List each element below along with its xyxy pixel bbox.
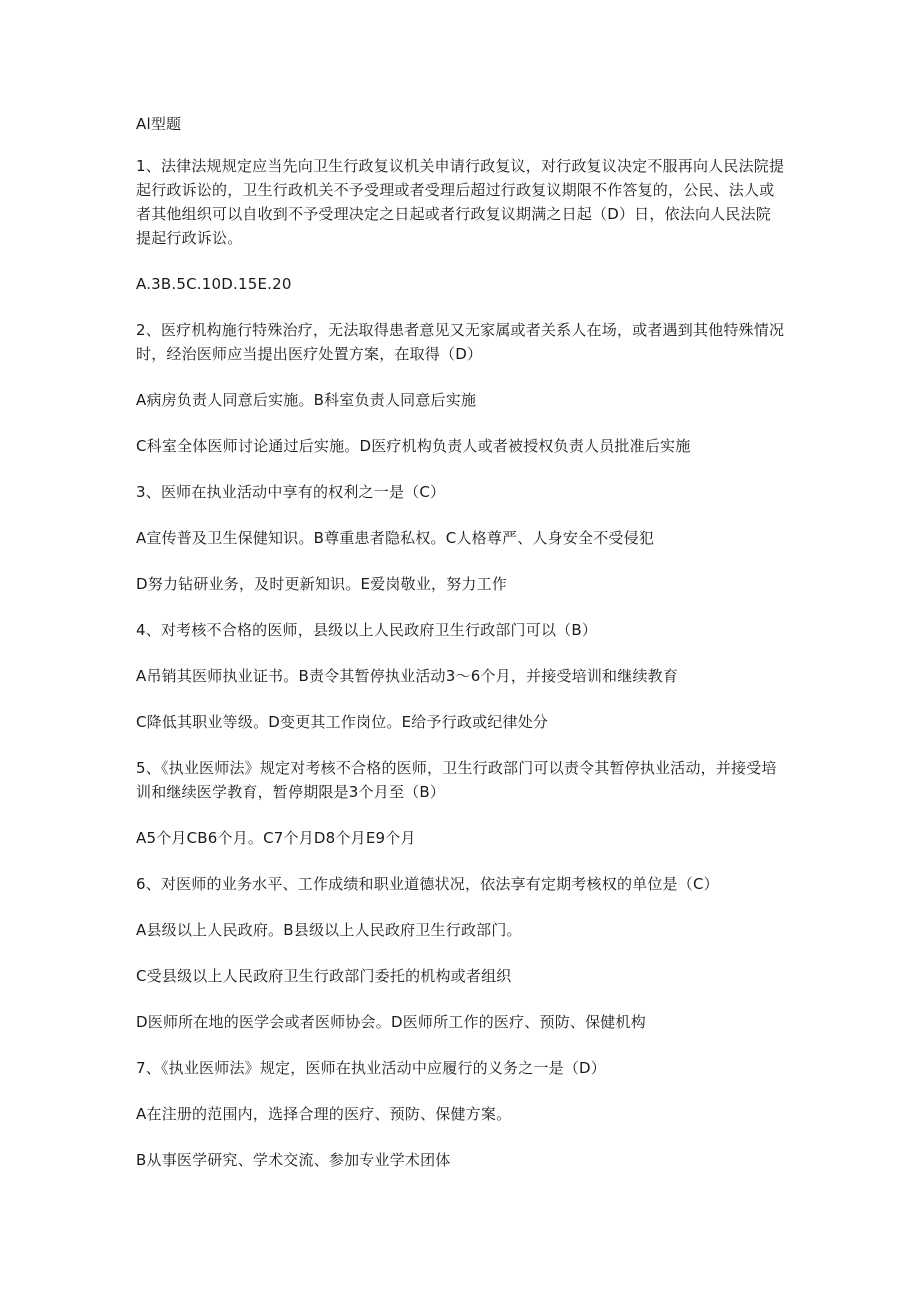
question-5-options: A5个月CB6个月。C7个月D8个月E9个月 xyxy=(136,829,416,847)
question-5: 5、《执业医师法》规定对考核不合格的医师，卫生行政部门可以责令其暂停执业活动，并接受培训和继续医学教育，暂停期限是3个月至（B） xyxy=(136,759,777,801)
question-3: 3、医师在执业活动中享有的权利之一是（C） xyxy=(136,483,446,501)
question-4-options-ab: A吊销其医师执业证书。B责令其暂停执业活动3～6个月，并接受培训和继续教育 xyxy=(136,667,679,685)
question-6: 6、对医师的业务水平、工作成绩和职业道德状况，依法享有定期考核权的单位是（C） xyxy=(136,875,719,893)
question-1-options: A.3B.5C.10D.15E.20 xyxy=(136,275,292,293)
question-1: 1、法律法规规定应当先向卫生行政复议机关申请行政复议，对行政复议决定不服再向人民法院提起行政诉讼的，卫生行政机关不予受理或者受理后超过行政复议期限不作答复的，公民、法人或者其他组织可以自收到不予受理决定之日起或者行政复议期满之日起（D）日，依法向人民法院提起行政诉讼。 xyxy=(136,157,785,247)
question-4-options-cde: C降低其职业等级。D变更其工作岗位。E给予行政或纪律处分 xyxy=(136,713,549,731)
question-2-options-ab: A病房负责人同意后实施。B科室负责人同意后实施 xyxy=(136,391,477,409)
question-6-option-c: C受县级以上人民政府卫生行政部门委托的机构或者组织 xyxy=(136,967,512,985)
question-7: 7、《执业医师法》规定，医师在执业活动中应履行的义务之一是（D） xyxy=(136,1059,606,1077)
question-6-options-dd: D医师所在地的医学会或者医师协会。D医师所工作的医疗、预防、保健机构 xyxy=(136,1013,646,1031)
question-6-options-ab: A县级以上人民政府。B县级以上人民政府卫生行政部门。 xyxy=(136,921,522,939)
question-7-option-a: A在注册的范围内，选择合理的医疗、预防、保健方案。 xyxy=(136,1105,512,1123)
question-3-options-abc: A宣传普及卫生保健知识。B尊重患者隐私权。C人格尊严、人身安全不受侵犯 xyxy=(136,529,655,547)
question-2-options-cd: C科室全体医师讨论通过后实施。D医疗机构负责人或者被授权负责人员批准后实施 xyxy=(136,437,691,455)
document-body xyxy=(136,112,786,1194)
section-title: Al型题 xyxy=(136,115,182,133)
question-3-options-de: D努力钻研业务，及时更新知识。E爱岗敬业，努力工作 xyxy=(136,575,508,593)
question-4: 4、对考核不合格的医师，县级以上人民政府卫生行政部门可以（B） xyxy=(136,621,598,639)
question-7-option-b: B从事医学研究、学术交流、参加专业学术团体 xyxy=(136,1151,451,1169)
question-2: 2、医疗机构施行特殊治疗，无法取得患者意见又无家属或者关系人在场，或者遇到其他特殊情况时，经治医师应当提出医疗处置方案，在取得（D） xyxy=(136,321,785,363)
